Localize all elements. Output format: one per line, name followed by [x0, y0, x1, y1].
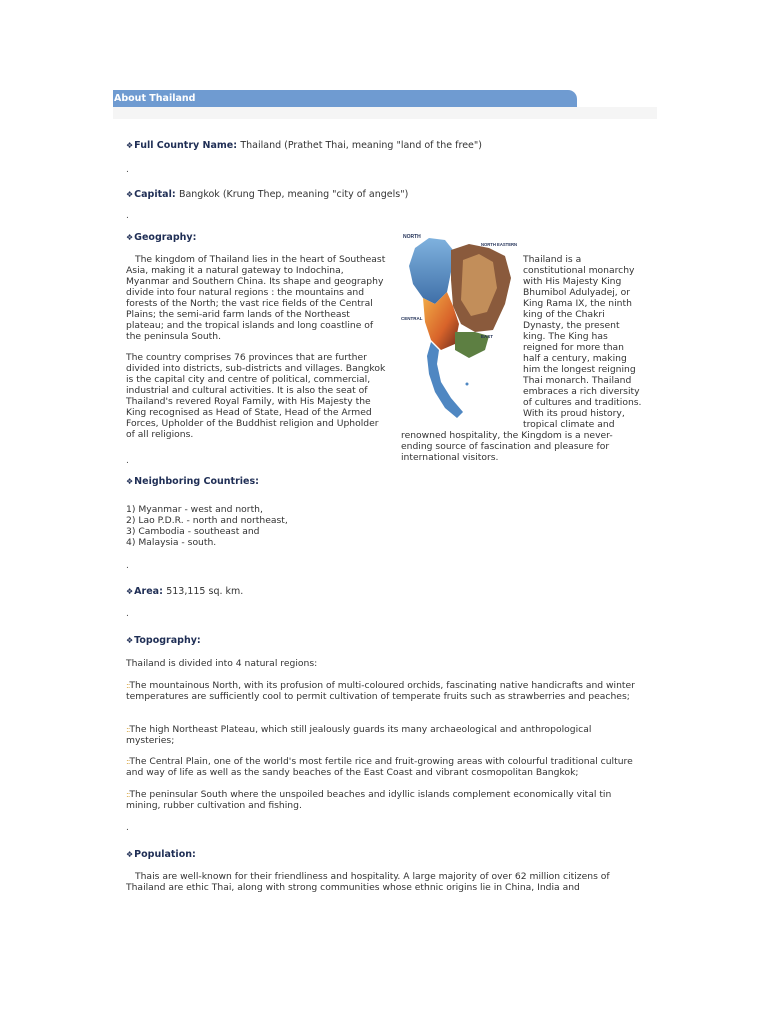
- diamond-bullet-icon: ❖: [126, 477, 134, 486]
- population-heading: [126, 849, 196, 860]
- neighbor-item: 4) Malaysia - south.: [126, 537, 217, 548]
- map-label-north: NORTH: [403, 234, 421, 240]
- diamond-bullet-icon: ❖: [126, 190, 134, 199]
- square-bullet-icon: ::: [126, 725, 130, 734]
- neighbors-heading: [126, 476, 259, 487]
- square-bullet-icon: ::: [126, 757, 130, 766]
- map-label-northeastern: NORTH EASTERN: [481, 242, 518, 247]
- capital-label: Capital:: [134, 189, 176, 200]
- geography-heading: [126, 232, 196, 243]
- population-text: Thais are well-known for their friendliness and hospitality. A large majority of over 62 million citizens of Thailand are ethic Thai, along with strong communities whose ethnic origins lie in China, India and: [126, 871, 610, 893]
- square-bullet-icon: ::: [126, 790, 130, 799]
- area-value: 513,115 sq. km.: [166, 586, 244, 597]
- region-text: The Central Plain, one of the world's most fertile rice and fruit-growing areas with colourful traditional culture and way of life as well as the sandy beaches of the East Coast and vibrant cosmopolitan Bangkok;: [126, 756, 633, 778]
- neighbors-list: [126, 504, 288, 548]
- topography-intro: Thailand is divided into 4 natural regions:: [126, 658, 318, 669]
- geography-side-text-content: Thailand is a constitutional monarchy with His Majesty King Bhumibol Adulyadej, or King Rama IX, the ninth king of the Chakri Dynasty, the present king. The King has reigned for more than half a century, making him the longest reigning Thai monarch. Thailand embraces a rich diversity of cultures and traditions. With its proud history, tropical climate and renowned hospitality, the Kingdom is a never-ending source of fascination and pleasure for international visitors.: [401, 254, 642, 463]
- geography-side-text: [401, 254, 643, 463]
- topography-heading: [126, 635, 201, 646]
- full-name-label: Full Country Name:: [134, 140, 238, 151]
- geography-paragraph-2: The country comprises 76 provinces that are further divided into districts, sub-districts and villages. Bangkok is the capital city and centre of political, commercial, industrial and cultural activities. It is also the seat of Thailand's revered Royal Family, with His Majesty the King recognised as Head of State, Head of the Armed Forces, Upholder of the Buddhist religion and Upholder of all religions.: [126, 352, 386, 440]
- region-text: The mountainous North, with its profusion of multi-coloured orchids, fascinating native handicrafts and winter temperatures are sufficiently cool to permit cultivation of temperate fruits such as strawberries and peaches;: [126, 680, 635, 702]
- neighbor-item: 1) Myanmar - west and north,: [126, 504, 263, 515]
- map-label-central: CENTRAL: [401, 316, 423, 321]
- region-text: The peninsular South where the unspoiled beaches and idyllic islands complement economically vital tin mining, rubber cultivation and fishing.: [126, 789, 612, 811]
- section-title: About Thailand: [114, 93, 196, 104]
- diamond-bullet-icon: ❖: [126, 636, 134, 645]
- region-text: The high Northeast Plateau, which still jealously guards its many archaeological and anthropological mysteries;: [126, 724, 592, 746]
- topography-region-northeast: [126, 724, 636, 746]
- geography-label: Geography:: [134, 232, 197, 243]
- topography-region-central: [126, 756, 636, 778]
- diamond-bullet-icon: ❖: [126, 587, 134, 596]
- neighbors-label: Neighboring Countries:: [134, 476, 259, 487]
- population-label: Population:: [134, 849, 196, 860]
- separator-dot: .: [126, 823, 129, 833]
- capital-value: Bangkok (Krung Thep, meaning "city of angels"): [178, 189, 409, 200]
- area-label: Area:: [134, 586, 163, 597]
- topography-region-north: [126, 680, 636, 702]
- diamond-bullet-icon: ❖: [126, 233, 134, 242]
- topography-region-south: [126, 789, 636, 811]
- separator-dot: .: [126, 211, 129, 221]
- separator-dot: .: [126, 165, 129, 175]
- header-shade: [113, 107, 657, 119]
- section-header-bar: [113, 90, 577, 107]
- topography-label: Topography:: [134, 635, 201, 646]
- capital-row: [126, 189, 408, 200]
- full-name-value: Thailand (Prathet Thai, meaning "land of the free"): [240, 140, 482, 151]
- separator-dot: .: [126, 456, 129, 466]
- square-bullet-icon: ::: [126, 681, 130, 690]
- neighbor-item: 3) Cambodia - southeast and: [126, 526, 260, 537]
- geography-paragraph-1: The kingdom of Thailand lies in the heart of Southeast Asia, making it a natural gateway to Indochina, Myanmar and Southern China. Its shape and geography divide into four natural regions : the mountains and forests of the North; the vast rice fields of the Central Plains; the semi-arid farm lands of the Northeast plateau; and the tropical islands and long coastline of the peninsula South.: [126, 254, 386, 342]
- full-name-row: [126, 140, 482, 151]
- separator-dot: .: [126, 561, 129, 571]
- separator-dot: .: [126, 609, 129, 619]
- area-row: [126, 586, 243, 597]
- diamond-bullet-icon: ❖: [126, 141, 134, 150]
- diamond-bullet-icon: ❖: [126, 850, 134, 859]
- neighbor-item: 2) Lao P.D.R. - north and northeast,: [126, 515, 288, 526]
- map-label-east: EAST: [481, 334, 494, 339]
- map-float-spacer: [401, 254, 523, 430]
